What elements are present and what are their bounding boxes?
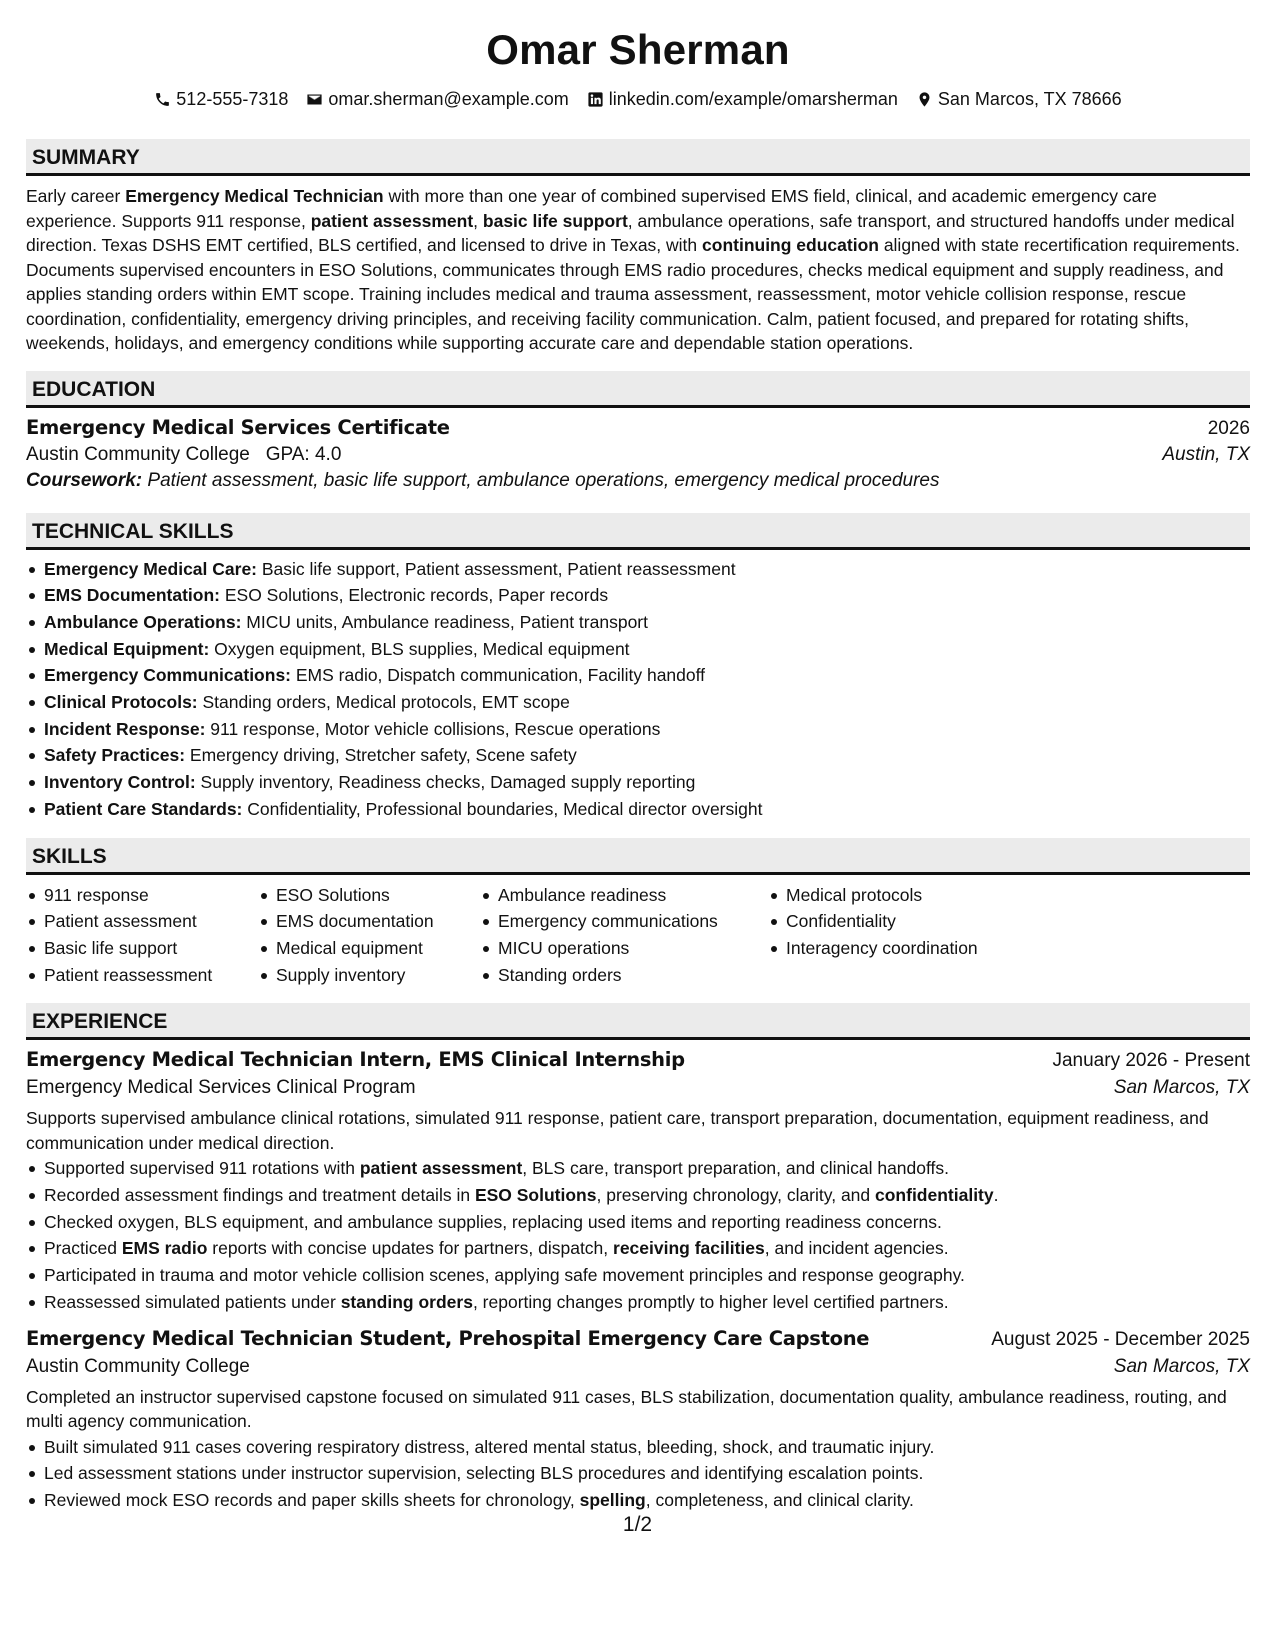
skill-item: Interagency coordination (786, 935, 1006, 962)
job-location: San Marcos, TX (1113, 1355, 1250, 1377)
job-header-row (26, 1327, 1250, 1351)
text-run: . (993, 1185, 999, 1206)
bold-text: EMS radio (121, 1238, 208, 1259)
skill-item: Medical equipment (276, 935, 480, 962)
job-entry (26, 1048, 1250, 1315)
coursework-line (26, 470, 1250, 492)
bold-text: confidentiality (875, 1185, 994, 1206)
graduation-year: 2026 (1207, 417, 1250, 439)
summary-paragraph (26, 184, 1250, 356)
job-bullet (44, 1460, 1250, 1487)
summary-heading: SUMMARY (26, 139, 1250, 176)
text-run: , (473, 210, 483, 231)
text-run: , completeness, and clinical clarity. (645, 1489, 914, 1510)
job-bullet (44, 1289, 1250, 1316)
email-text: omar.sherman@example.com (328, 89, 569, 109)
education-row-2 (26, 444, 1250, 466)
text-run: Checked oxygen, BLS equipment, and ambulance supplies, replacing used items and reporting readiness concerns. (44, 1211, 942, 1232)
skills-column (480, 882, 768, 989)
skill-item: Medical protocols (786, 882, 1006, 909)
technical-skill-label: Patient Care Standards: (44, 798, 243, 819)
job-summary: Completed an instructor supervised capstone focused on simulated 911 cases, BLS stabilization, documentation quality, ambulance readiness, routing, and multi agency communication. (26, 1386, 1227, 1432)
technical-skill-value: Standing orders, Medical protocols, EMT scope (197, 692, 570, 713)
skill-item: Emergency communications (498, 908, 768, 935)
experience-list (26, 1048, 1250, 1513)
technical-skill-label: Medical Equipment: (44, 638, 210, 659)
skills-column (26, 882, 258, 989)
envelope-icon (306, 91, 323, 108)
job-organization: Emergency Medical Services Clinical Program (26, 1077, 416, 1099)
coursework-label: Coursework: (26, 469, 143, 491)
technical-skill-value: MICU units, Ambulance readiness, Patient transport (241, 611, 648, 632)
job-bullet (44, 1182, 1250, 1209)
technical-skill-item (44, 689, 1250, 716)
skill-item: MICU operations (498, 935, 768, 962)
contact-bar (26, 87, 1250, 111)
contact-phone[interactable] (154, 87, 288, 111)
coursework-text: Patient assessment, basic life support, ambulance operations, emergency medical procedures (142, 469, 940, 491)
school-name: Austin Community College (26, 443, 250, 465)
candidate-name: Omar Sherman (486, 26, 790, 73)
job-bullets (26, 1155, 1250, 1315)
job-bullet (44, 1434, 1250, 1461)
bold-text: Emergency Medical Technician (125, 186, 384, 206)
phone-icon (154, 91, 171, 108)
text-run: Built simulated 911 cases covering respiratory distress, altered mental status, bleeding, shock, and traumatic injury. (44, 1436, 935, 1457)
technical-skill-value: Basic life support, Patient assessment, Patient reassessment (257, 558, 736, 579)
skill-item: 911 response (44, 882, 258, 909)
text-run: with more than one year of combined supervised EMS field, clinical, and academic emergency care experience. Supports 911 response, (26, 186, 1157, 231)
school-location: Austin, TX (1162, 443, 1250, 465)
skill-item: Supply inventory (276, 962, 480, 989)
text-run: , preserving chronology, clarity, and (596, 1185, 875, 1206)
contact-location (916, 87, 1122, 111)
text-run: Reviewed mock ESO records and paper skills sheets for chronology, (44, 1489, 580, 1510)
education-row-1 (26, 416, 1250, 440)
job-dates: August 2025 - December 2025 (991, 1328, 1250, 1350)
text-run: Participated in trauma and motor vehicle collision scenes, applying safe movement principles and response geography. (44, 1265, 965, 1286)
bold-text: patient assessment (310, 210, 474, 231)
job-location: San Marcos, TX (1113, 1077, 1250, 1099)
skill-item: Standing orders (498, 962, 768, 989)
skills-heading: SKILLS (26, 838, 1250, 875)
contact-email[interactable] (306, 87, 568, 111)
text-run: , BLS care, transport preparation, and clinical handoffs. (522, 1158, 950, 1179)
linkedin-text: linkedin.com/example/omarsherman (608, 89, 898, 109)
skill-item: Patient reassessment (44, 962, 258, 989)
education-heading: EDUCATION (26, 371, 1250, 408)
page-number: 1/2 (622, 1513, 653, 1536)
technical-skill-label: Inventory Control: (44, 772, 196, 793)
skill-item: EMS documentation (276, 908, 480, 935)
skills-column (258, 882, 480, 989)
technical-skill-label: Incident Response: (44, 718, 206, 739)
text-run: Early career (26, 186, 126, 206)
skills-grid (26, 882, 1250, 989)
technical-skill-value: EMS radio, Dispatch communication, Facility handoff (291, 665, 706, 686)
job-bullet (44, 1487, 1250, 1514)
bold-text: standing orders (340, 1291, 473, 1312)
job-org-row (26, 1077, 1250, 1099)
job-bullet (44, 1155, 1250, 1182)
job-title: Emergency Medical Technician Intern, EMS Clinical Internship (26, 1048, 685, 1072)
text-run: Recorded assessment findings and treatment details in (44, 1185, 475, 1206)
job-title: Emergency Medical Technician Student, Prehospital Emergency Care Capstone (26, 1326, 870, 1350)
text-run: , reporting changes promptly to higher level certified partners. (472, 1291, 949, 1312)
technical-skill-label: Emergency Communications: (44, 665, 291, 686)
linkedin-icon (587, 91, 604, 108)
job-bullet (44, 1209, 1250, 1236)
technical-skill-item (44, 582, 1250, 609)
technical-skill-item (44, 742, 1250, 769)
technical-skill-item (44, 662, 1250, 689)
job-bullet (44, 1235, 1250, 1262)
job-dates: January 2026 - Present (1052, 1050, 1250, 1072)
job-header-row (26, 1048, 1250, 1072)
degree-title: Emergency Medical Services Certificate (26, 415, 450, 439)
text-run: Led assessment stations under instructor supervision, selecting BLS procedures and identifying escalation points. (44, 1463, 924, 1484)
text-run: Practiced (44, 1238, 122, 1259)
job-entry (26, 1327, 1250, 1514)
technical-skill-value: Supply inventory, Readiness checks, Damaged supply reporting (195, 772, 696, 793)
contact-linkedin[interactable] (587, 87, 898, 111)
bold-text: continuing education (702, 235, 879, 255)
job-org-row (26, 1356, 1250, 1378)
school-line (26, 444, 341, 466)
bold-text: patient assessment (359, 1158, 523, 1179)
text-run: , and incident agencies. (764, 1238, 949, 1259)
technical-skill-item (44, 636, 1250, 663)
technical-skill-item (44, 716, 1250, 743)
technical-skill-label: Clinical Protocols: (44, 692, 198, 713)
job-summary: Supports supervised ambulance clinical rotations, simulated 911 response, patient care, transport preparation, documentation, equipment readiness, and communication under medical direction. (26, 1108, 1209, 1153)
skill-item: ESO Solutions (276, 882, 480, 909)
gpa: GPA: 4.0 (265, 443, 342, 465)
bold-text: basic life support (482, 210, 628, 231)
skill-item: Confidentiality (786, 908, 1006, 935)
bold-text: spelling (579, 1489, 646, 1510)
location-text: San Marcos, TX 78666 (937, 89, 1122, 109)
technical-skill-value: ESO Solutions, Electronic records, Paper records (219, 585, 609, 606)
technical-skill-value: Oxygen equipment, BLS supplies, Medical equipment (209, 638, 630, 659)
text-run: Supported supervised 911 rotations with (44, 1158, 360, 1179)
text-run: reports with concise updates for partners, dispatch, (207, 1238, 614, 1259)
experience-heading: EXPERIENCE (26, 1003, 1250, 1040)
technical-skill-value: 911 response, Motor vehicle collisions, Rescue operations (205, 718, 661, 739)
technical-skill-value: Confidentiality, Professional boundaries, Medical director oversight (242, 798, 763, 819)
job-organization: Austin Community College (26, 1355, 250, 1377)
technical-skill-label: Safety Practices: (44, 745, 186, 766)
technical-skill-label: Ambulance Operations: (44, 611, 242, 632)
technical-skills-heading: TECHNICAL SKILLS (26, 513, 1250, 550)
text-run: , ambulance operations, safe transport, and structured handoffs under medical direction. Texas DSHS EMT certified, BLS certified, and licensed to drive in Texas, with (26, 210, 1235, 255)
skill-item: Basic life support (44, 935, 258, 962)
job-bullet (44, 1262, 1250, 1289)
skill-item: Ambulance readiness (498, 882, 768, 909)
bold-text: ESO Solutions (474, 1185, 597, 1206)
technical-skill-value: Emergency driving, Stretcher safety, Scene safety (185, 745, 577, 766)
resume-page (26, 0, 1250, 1514)
technical-skills-list (26, 556, 1250, 823)
technical-skill-item (44, 556, 1250, 583)
technical-skill-label: EMS Documentation: (44, 585, 220, 606)
text-run: Reassessed simulated patients under (44, 1291, 341, 1312)
skills-column (768, 882, 1006, 989)
technical-skill-item (44, 609, 1250, 636)
job-bullets (26, 1434, 1250, 1514)
technical-skill-item (44, 796, 1250, 823)
technical-skill-label: Emergency Medical Care: (44, 558, 258, 579)
skill-item: Patient assessment (44, 908, 258, 935)
bold-text: receiving facilities (613, 1238, 765, 1259)
map-pin-icon (916, 91, 933, 108)
phone-text: 512-555-7318 (176, 89, 289, 109)
technical-skill-item (44, 769, 1250, 796)
text-run: aligned with state recertification requirements. Documents supervised encounters in ESO Solutions, communicates through EMS radio procedures, checks medical equipment and supply readiness, and applies standing orders within EMT scope. Training includes medical and trauma assessment, reassessment, motor vehicle collision response, rescue coordination, confidentiality, emergency driving principles, and receiving facility communication. Calm, patient focused, and prepared for rotating shifts, weekends, holidays, and emergency conditions while supporting accurate care and dependable station operations. (26, 235, 1240, 353)
